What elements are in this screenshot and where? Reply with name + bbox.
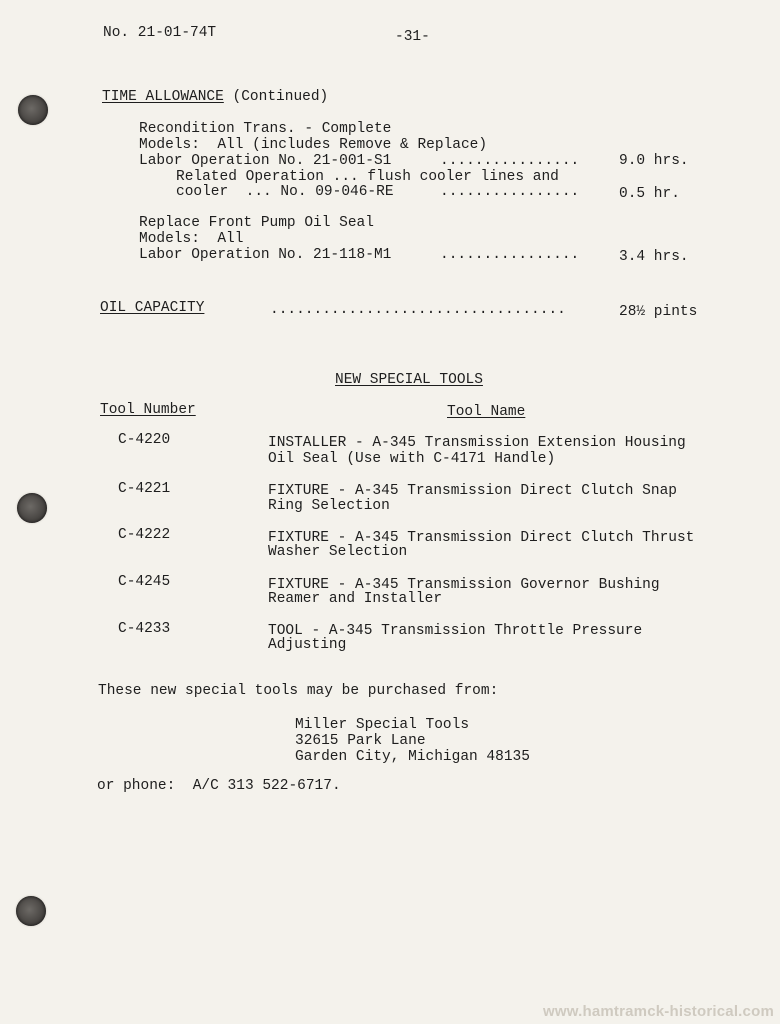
purchase-intro: These new special tools may be purchased from: — [98, 683, 499, 699]
block2-line3-leader: ................ — [440, 247, 580, 263]
tool-name-line1: FIXTURE - A-345 Transmission Direct Clutch Thrust — [268, 530, 695, 546]
oil-capacity-leader: .................................. — [270, 302, 566, 318]
tool-name-line2: Oil Seal (Use with C-4171 Handle) — [268, 451, 556, 467]
binder-hole-top — [18, 95, 48, 125]
tool-number: C-4245 — [118, 574, 171, 590]
time-allowance-heading — [102, 89, 328, 106]
block1-line5-leader: ................ — [440, 184, 580, 200]
binder-hole-middle — [17, 493, 47, 523]
block2-line1: Replace Front Pump Oil Seal — [139, 215, 374, 231]
tool-name-line1: FIXTURE - A-345 Transmission Direct Clutch Snap — [268, 483, 677, 499]
block1-line5: cooler ... No. 09-046-RE — [176, 184, 394, 200]
vendor-name: Miller Special Tools — [295, 717, 470, 733]
tool-name-line1: INSTALLER - A-345 Transmission Extension Housing — [268, 435, 686, 451]
block1-line3: Labor Operation No. 21-001-S1 — [139, 153, 392, 169]
block2-line3: Labor Operation No. 21-118-M1 — [139, 247, 392, 263]
tool-name-line2: Adjusting — [268, 637, 347, 653]
tool-number: C-4233 — [118, 621, 171, 637]
oil-capacity-value: 28½ pints — [619, 304, 698, 320]
col-tool-number: Tool Number — [100, 402, 196, 418]
vendor-city: Garden City, Michigan 48135 — [295, 749, 530, 765]
oil-capacity-label: OIL CAPACITY — [100, 300, 205, 316]
block2-line3-value: 3.4 hrs. — [619, 249, 689, 265]
tool-name-line1: FIXTURE - A-345 Transmission Governor Bushing — [268, 577, 660, 593]
tool-name-line2: Ring Selection — [268, 498, 390, 514]
block1-line3-value: 9.0 hrs. — [619, 153, 689, 169]
vendor-street: 32615 Park Lane — [295, 733, 426, 749]
phone-line — [97, 778, 341, 795]
block1-line2: Models: All (includes Remove & Replace) — [139, 137, 488, 153]
block1-line4: Related Operation ... flush cooler lines and — [176, 169, 559, 185]
block2-line2: Models: All — [139, 231, 244, 247]
doc-number: No. 21-01-74T — [103, 25, 217, 41]
block1-line3-leader: ................ — [440, 153, 580, 169]
tool-number: C-4220 — [118, 432, 171, 448]
block1-line1: Recondition Trans. - Complete — [139, 121, 392, 137]
col-tool-name: Tool Name — [447, 404, 526, 420]
binder-hole-bottom — [16, 896, 46, 926]
tool-name-line2: Washer Selection — [268, 544, 408, 560]
phone-label: or phone: — [97, 778, 176, 794]
tool-number: C-4222 — [118, 527, 171, 543]
block1-line5-value: 0.5 hr. — [619, 186, 680, 202]
time-allowance-suffix: (Continued) — [232, 89, 329, 105]
site-watermark: www.hamtramck-historical.com — [543, 1003, 774, 1020]
tool-number: C-4221 — [118, 481, 171, 497]
phone-number: A/C 313 522-6717. — [192, 778, 341, 794]
tool-name-line2: Reamer and Installer — [268, 591, 443, 607]
page-number: -31- — [395, 29, 430, 45]
time-allowance-title: TIME ALLOWANCE — [102, 89, 224, 105]
special-tools-heading: NEW SPECIAL TOOLS — [335, 372, 483, 388]
tool-name-line1: TOOL - A-345 Transmission Throttle Pressure — [268, 623, 643, 639]
